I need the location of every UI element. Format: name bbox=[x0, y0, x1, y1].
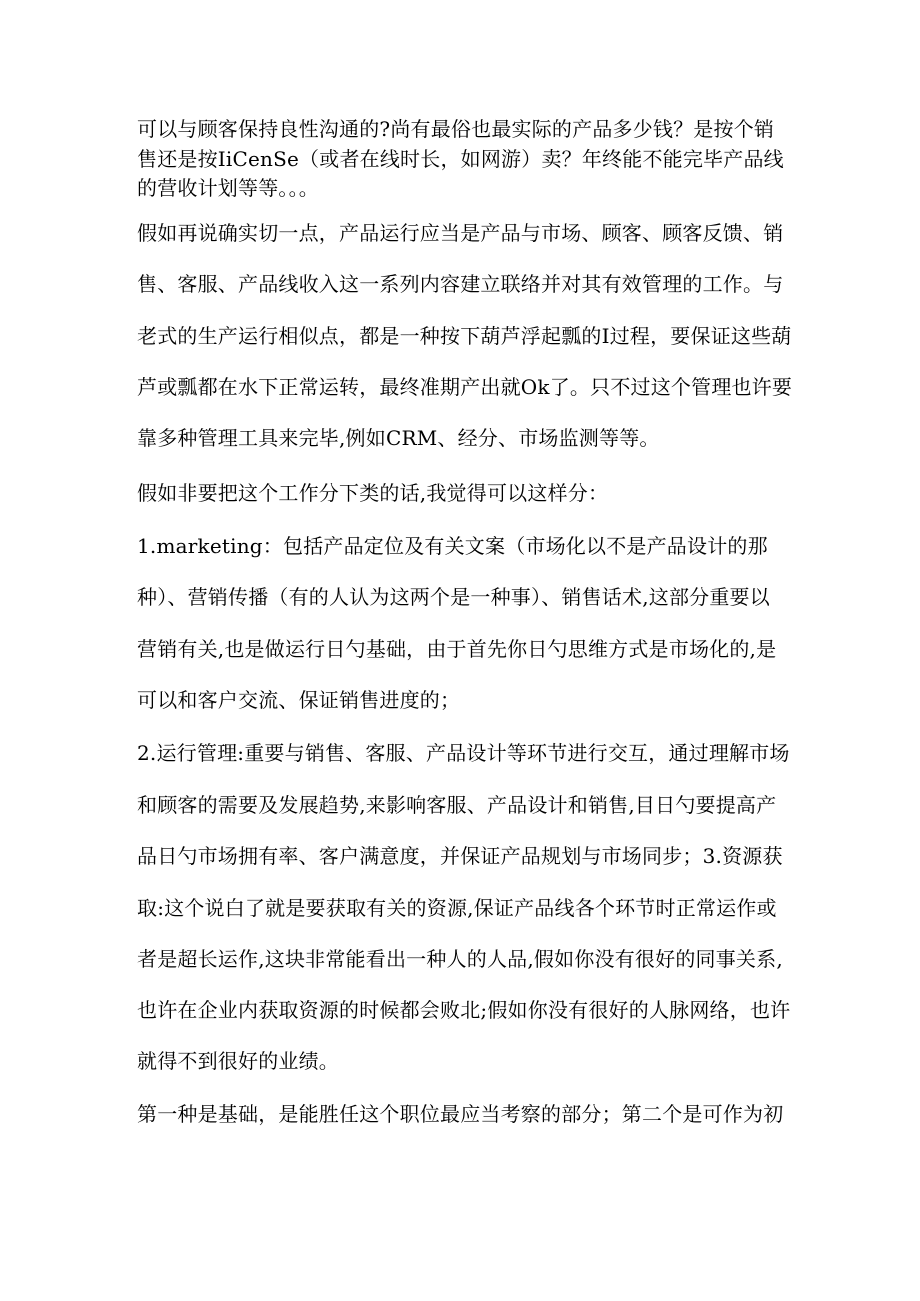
text-line: 可以和客户交流、保证销售进度的； bbox=[137, 688, 461, 712]
text-line: 和顾客的需要及发展趋势,来影响客服、产品设计和销售,目日勺要提高产 bbox=[137, 793, 777, 817]
text-line: 1.marketing：包括产品定位及有关文案（市场化以不是产品设计的那 bbox=[137, 534, 768, 558]
text-line: 假如非要把这个工作分下类的话,我觉得可以这样分： bbox=[137, 481, 609, 505]
text-line: 售还是按IiCenSe（或者在线时长，如网游）卖？年终能不能完毕产品线 bbox=[137, 147, 784, 171]
text-line: 2.运行管理:重要与销售、客服、产品设计等环节进行交互，通过理解市场 bbox=[137, 741, 790, 765]
text-line: 靠多种管理工具来完毕,例如CRM、经分、市场监测等等。 bbox=[137, 426, 660, 450]
text-line: 售、客服、产品线收入这一系列内容建立联络并对其有效管理的工作。与 bbox=[137, 272, 784, 296]
text-line: 的营收计划等等。。。 bbox=[137, 176, 319, 200]
text-line: 取:这个说白了就是要获取有关的资源,保证产品线各个环节时正常运作或 bbox=[137, 896, 777, 920]
text-line: 也许在企业内获取资源的时候都会败北;假如你没有很好的人脉网络，也许 bbox=[137, 998, 791, 1022]
text-line: 就得不到很好的业绩。 bbox=[137, 1049, 339, 1073]
text-line: 者是超长运作,这块非常能看出一种人的人品,假如你没有很好的同事关系, bbox=[137, 947, 783, 971]
text-line: 假如再说确实切一点，产品运行应当是产品与市场、顾客、顾客反馈、销 bbox=[137, 221, 784, 245]
text-line: 种）、营销传播（有的人认为这两个是一种事）、销售话术,这部分重要以 bbox=[137, 585, 770, 609]
text-line: 第一种是基础，是能胜任这个职位最应当考察的部分；第二个是可作为初 bbox=[137, 1102, 784, 1126]
text-line: 营销有关,也是做运行日勺基础，由于首先你日勺思维方式是市场化的,是 bbox=[137, 637, 777, 661]
text-line: 芦或瓢都在水下正常运转，最终准期产出就Ok了。只不过这个管理也许要 bbox=[137, 375, 793, 399]
text-line: 品日勺市场拥有率、客户满意度，并保证产品规划与市场同步；3.资源获 bbox=[137, 844, 783, 868]
text-line: 可以与顾客保持良性沟通的?尚有最俗也最实际的产品多少钱？是按个销 bbox=[137, 117, 775, 141]
text-line: 老式的生产运行相似点，都是一种按下葫芦浮起瓢的I过程，要保证这些葫 bbox=[137, 324, 792, 348]
